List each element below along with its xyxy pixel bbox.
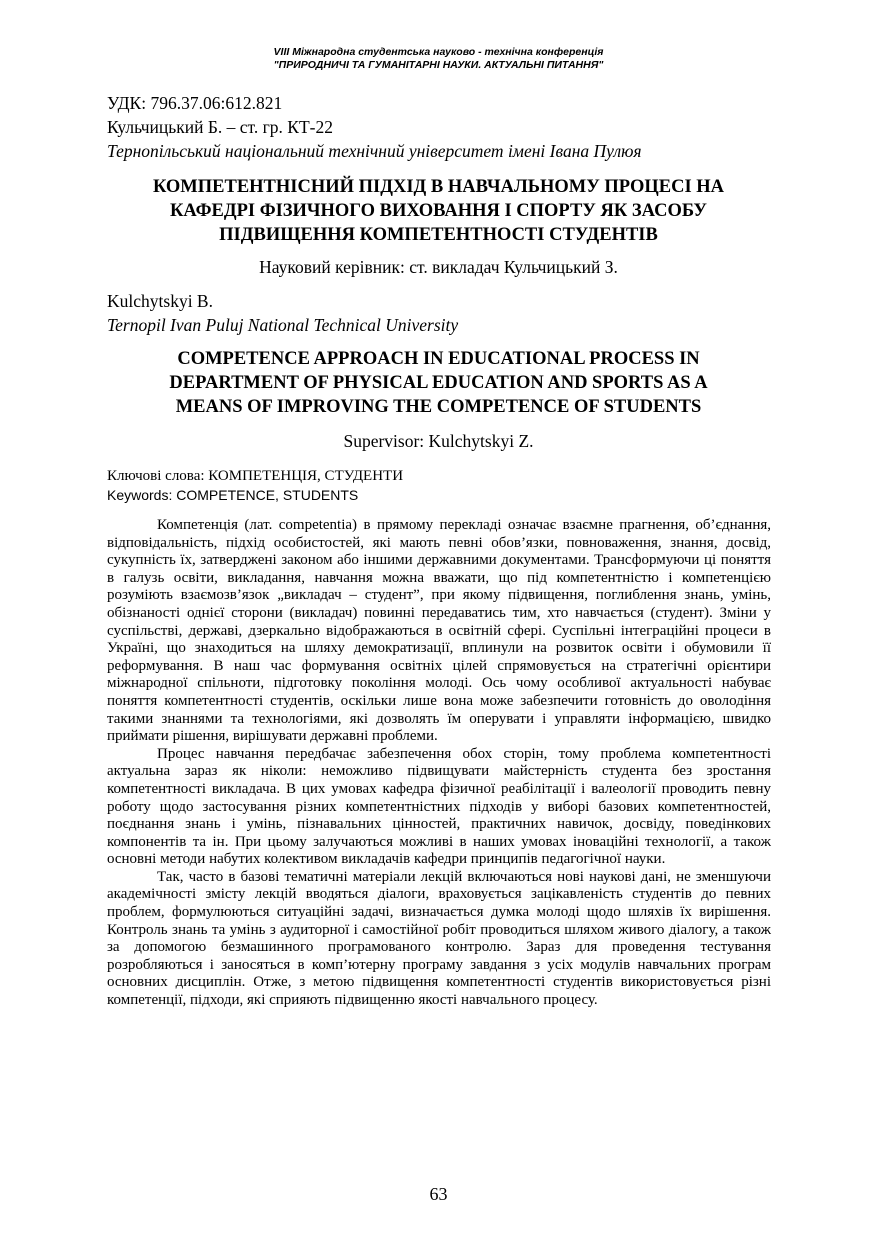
affiliation-eng: Ternopil Ivan Puluj National Technical University	[107, 315, 459, 335]
author-ukr: Кульчицький Б. – ст. гр. КТ-22	[107, 117, 333, 137]
title-ukr-line: ПІДВИЩЕННЯ КОМПЕТЕНТНОСТІ СТУДЕНТІВ	[219, 225, 658, 245]
conference-header-line-2: "ПРИРОДНИЧІ ТА ГУМАНІТАРНІ НАУКИ. АКТУАЛЬНІ ПИТАННЯ"	[273, 59, 604, 71]
page-number: 63	[429, 1184, 448, 1204]
affiliation-ukr: Тернопільський національний технічний університет імені Івана Пулюя	[107, 141, 642, 161]
keywords-eng: Keywords: COMPETENCE, STUDENTS	[107, 487, 359, 503]
article-body	[107, 517, 771, 1010]
title-ukr	[100, 175, 777, 247]
conference-header	[0, 46, 877, 72]
title-ukr-line: КАФЕДРІ ФІЗИЧНОГО ВИХОВАННЯ І СПОРТУ ЯК ЗАСОБУ	[170, 201, 707, 221]
title-eng-line: MEANS OF IMPROVING THE COMPETENCE OF STUDENTS	[175, 397, 702, 417]
supervisor-eng: Supervisor: Kulchytskyi Z.	[343, 431, 534, 451]
body-paragraph: Компетенція (лат. competentia) в прямому перекладі означає взаємне прагнення, об’єднання, відповідальність, підхід особистостей, які мають певні обов’язки, повноваження, знання, досвід, сукупність їх, затверджені законом або іншими державними документами. Трансформуючи ці поняття в галузь освіти, викладання, навчання можна вважати, що під компетентністю і компетенцією розуміють взаємозв’язок „викладач – студент”, при якому підвищення, поглиблення знань, умінь, обізнаності однієї сторони (викладач) повинні передаватись тим, хто навчається (студент). Зміни у суспільстві, державі, дзеркально відображаються в освітній сфері. Суспільні інтеграційні процеси в Україні, що знаходиться на шляху демократизації, вплинули на розвиток освіти і обумовили її реформування. В наш час формування освітніх цілей спрямовується на стратегічні орієнтири міжнародної спільноти, підготовку покоління молоді. Ось чому особливої актуальності набуває поняття компетентності студентів, оскільки лише вона може забезпечити готовність до оволодіння такими знаннями та технологіями, які дозволять їм оперувати і управляти інформацією, швидко приймати рішення, вирішувати державні проблеми.	[107, 517, 771, 745]
conference-header-line-1: VIII Міжнародна студентська науково - технічна конференція	[273, 46, 604, 58]
title-eng-line: DEPARTMENT OF PHYSICAL EDUCATION AND SPORTS AS A	[169, 373, 708, 393]
title-eng-line: COMPETENCE APPROACH IN EDUCATIONAL PROCESS IN	[177, 349, 700, 369]
keywords-ukr: Ключові слова: КОМПЕТЕНЦІЯ, СТУДЕНТИ	[107, 468, 404, 484]
body-paragraph: Процес навчання передбачає забезпечення обох сторін, тому проблема компетентності актуальна зараз як ніколи: неможливо підвищувати майстерність студента без зростання компетентності викладача. В цих умовах кафедра фізичної реабілітації і валеології проводить певну роботу щодо застосування різних компетентністних підходів у виборі базових компетентностей, поєднання знань і умінь, пізнавальних цінностей, практичних навичок, досвіду, поведінкових компонентів та ін. При цьому залучаються можливі в наших умовах іноваційні технології, а також основні методи набутих колективом викладачів кафедри принципів педагогічної науки.	[107, 745, 771, 868]
supervisor-ukr: Науковий керівник: ст. викладач Кульчицький З.	[259, 257, 618, 277]
title-ukr-line: КОМПЕТЕНТНІСНИЙ ПІДХІД В НАВЧАЛЬНОМУ ПРОЦЕСІ НА	[152, 177, 725, 197]
author-eng: Kulchytskyi B.	[107, 291, 213, 311]
udk-code: УДК: 796.37.06:612.821	[107, 93, 283, 113]
title-eng	[100, 347, 777, 419]
body-paragraph: Так, часто в базові тематичні матеріали лекцій включаються нові наукові дані, не зменшуючи академічності змісту лекцій вводяться діалоги, враховується зацікавленість студентів до певних проблем, формулюються ситуаційні задачі, визначається думка молоді щодо шляхів їх вирішення. Контроль знань та умінь з аудиторної і самостійної робіт проводиться шляхом живого діалогу, а також за допомогою безмашинного програмованого контролю. Зараз для проведення тестування розробляються і заносяться в комп’ютерну програму завдання з усіх модулів навчальних програм основних дисциплін. Отже, з метою підвищення компетентності студентів використовується різні компетенції, підходи, які сприяють підвищенню якості навчального процесу.	[107, 868, 771, 1009]
